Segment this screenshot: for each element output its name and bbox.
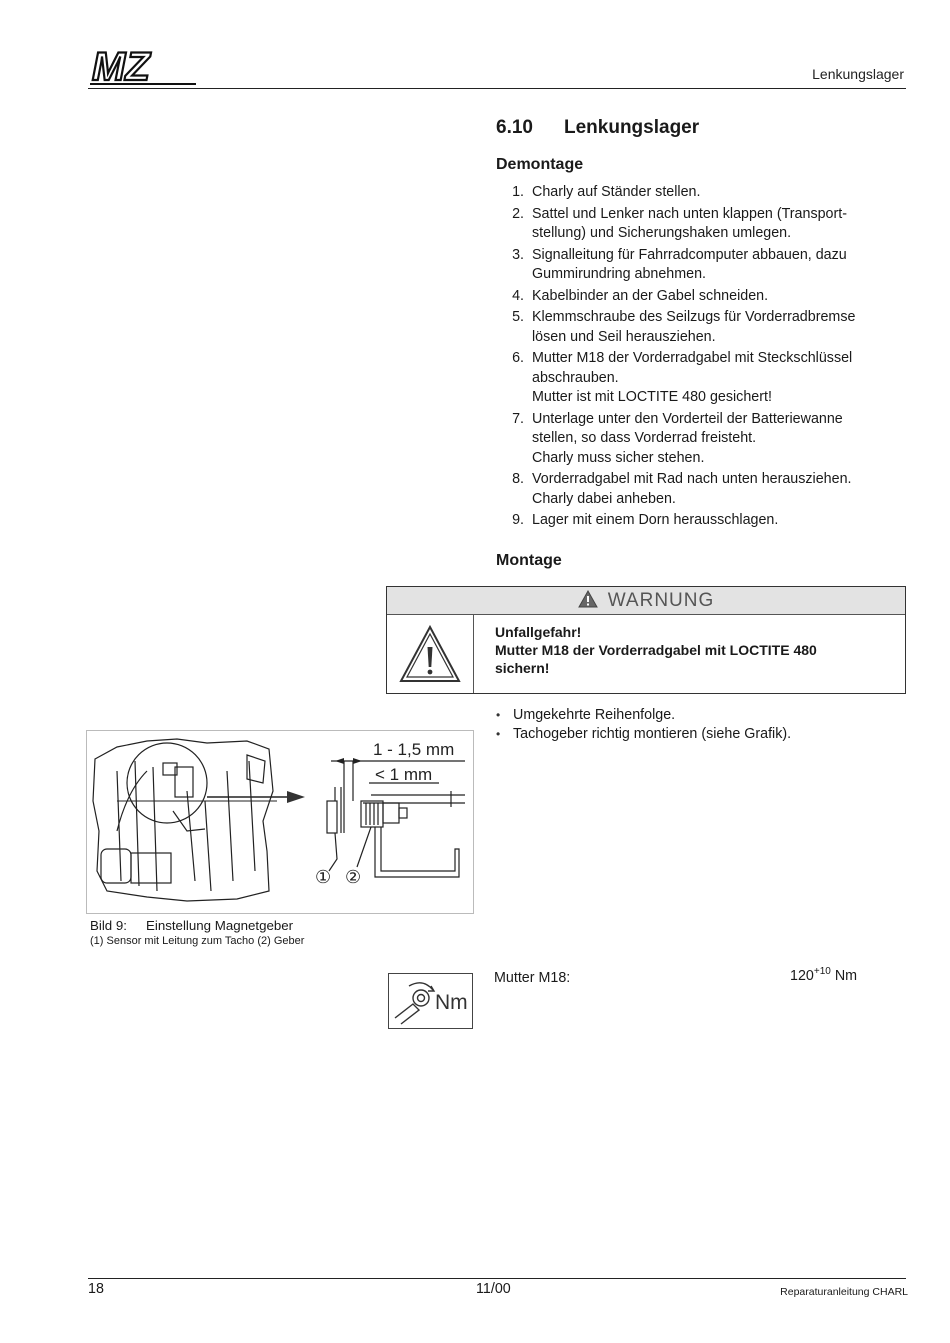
- montage-bullets: [496, 706, 791, 744]
- logo-text: MZ: [92, 45, 150, 88]
- marker-1: ①: [315, 867, 332, 888]
- section-number: 6.10: [496, 117, 533, 138]
- warning-small-icon: [578, 590, 598, 608]
- warning-line: Unfallgefahr!: [495, 624, 582, 640]
- warning-header: [387, 587, 905, 615]
- torque-value-number: 120: [790, 968, 814, 984]
- figure-drawing: [87, 731, 473, 913]
- bullet-item: • Umgekehrte Reihenfolge.: [496, 706, 791, 725]
- step-item: 1. Charly auf Ständer stellen.: [512, 184, 701, 200]
- footer-document-name: Reparaturanleitung CHARL: [780, 1286, 908, 1298]
- footer-rule: [88, 1278, 906, 1279]
- magnet-sensor-figure: [86, 730, 474, 914]
- step-item: 5. Klemmschraube des Seilzugs für Vorderradbremse lösen und Seil herausziehen.: [512, 309, 856, 345]
- warning-line: sichern!: [495, 660, 550, 676]
- demontage-heading: Demontage: [496, 156, 584, 173]
- figure-caption-label: Bild 9:: [90, 918, 127, 933]
- step-item: 8. Vorderradgabel mit Rad nach unten herausziehen. Charly dabei anheben.: [512, 471, 852, 507]
- section-title-text: Lenkungslager: [564, 117, 700, 138]
- mz-logo: [88, 44, 200, 88]
- header-rule: [88, 88, 906, 89]
- figure-caption: [90, 918, 293, 933]
- marker-2: ②: [345, 867, 362, 888]
- demontage-steps: [496, 183, 906, 533]
- warning-triangle-icon: [387, 615, 473, 693]
- step-item: 4. Kabelbinder an der Gabel schneiden.: [512, 287, 769, 304]
- montage-heading: Montage: [496, 552, 562, 569]
- step-item: 9. Lager mit einem Dorn herausschlagen.: [512, 512, 779, 528]
- bullet-item: • Tachogeber richtig montieren (siehe Grafik).: [496, 725, 791, 744]
- warning-icon-cell: [387, 615, 474, 693]
- step-item: 3. Signalleitung für Fahrradcomputer abbauen, dazu Gummirundring abnehmen.: [512, 246, 847, 282]
- step-item: 7. Unterlage unter den Vorderteil der Batteriewanne stellen, so dass Vorderrad freisteht. Charly muss sicher stehen.: [512, 410, 843, 466]
- torque-label: Mutter M18:: [494, 970, 571, 986]
- step-item: 2. Sattel und Lenker nach unten klappen (Transport- stellung) und Sicherungshaken umlegen.: [512, 205, 847, 241]
- page-number: 18: [88, 1281, 104, 1297]
- section-title: [496, 117, 699, 139]
- figure-legend: (1) Sensor mit Leitung zum Tacho (2) Geber: [90, 935, 305, 947]
- step-item: 6. Mutter M18 der Vorderradgabel mit Steckschlüssel abschrauben. Mutter ist mit LOCTITE 480 gesichert!: [512, 350, 853, 405]
- warning-line: Mutter M18 der Vorderradgabel mit LOCTITE 480: [495, 642, 817, 658]
- torque-icon-label: Nm: [435, 991, 468, 1014]
- warning-body: [495, 623, 875, 677]
- warning-box: [386, 586, 906, 694]
- dim-offset-label: < 1 mm: [375, 765, 433, 784]
- header-section-name: Lenkungslager: [812, 66, 904, 82]
- torque-icon-box: [388, 973, 473, 1029]
- footer-date: 11/00: [476, 1281, 511, 1297]
- torque-value: [790, 966, 857, 984]
- torque-unit: Nm: [834, 968, 858, 984]
- torque-tolerance: +10: [813, 966, 831, 977]
- torque-wrench-icon: [389, 974, 472, 1028]
- dim-gap-label: 1 - 1,5 mm: [373, 740, 455, 759]
- warning-header-text: WARNUNG: [607, 590, 715, 611]
- figure-caption-text: Einstellung Magnetgeber: [146, 918, 294, 933]
